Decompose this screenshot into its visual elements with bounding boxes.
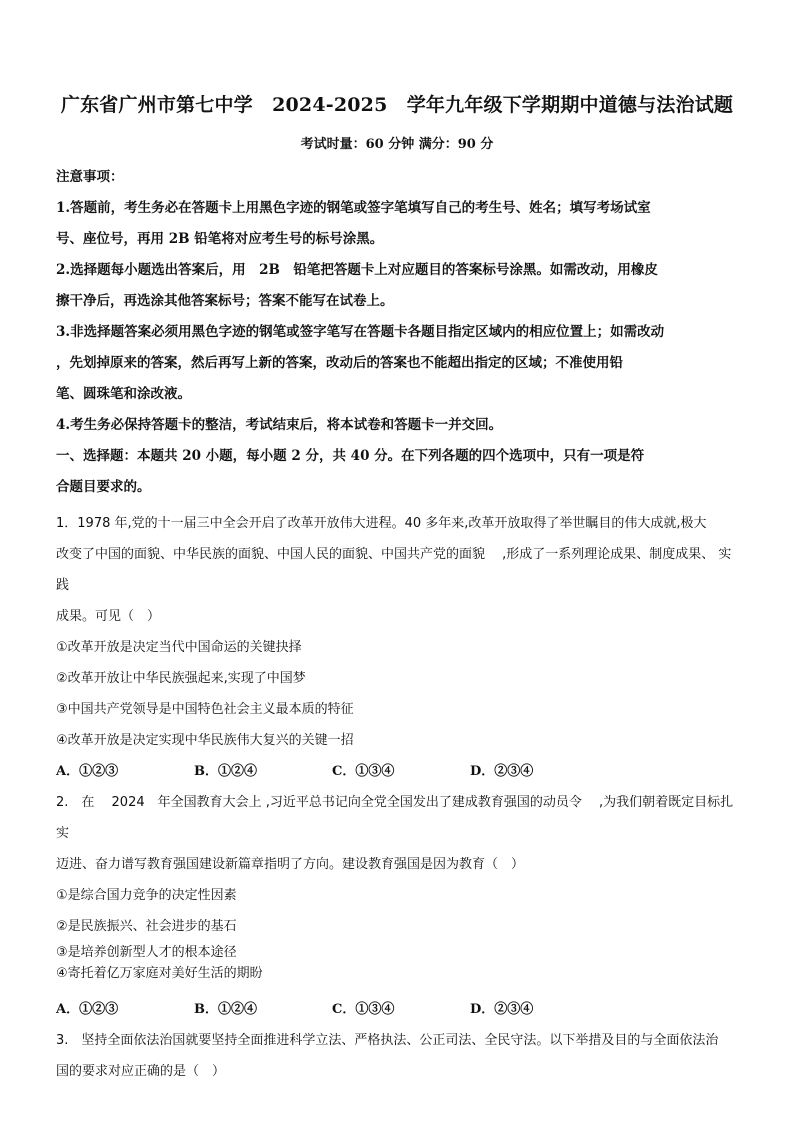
question-1 [56, 508, 738, 787]
question-stem: 1．1978 年,党的十一届三中全会开启了改革开放伟大进程。40 多年来,改革开放取得了举世瞩目的伟大成就,极大 [56, 516, 707, 531]
question-stem: 成果。可见（ ） [56, 609, 161, 624]
notice-line: 擦干净后，再选涂其他答案标号；答案不能写在试卷上。 [56, 293, 394, 309]
statement: ①改革开放是决定当代中国命运的关键抉择 [56, 640, 302, 655]
notice-line: 笔、圆珠笔和涂改液。 [56, 386, 191, 402]
section-heading: 一、选择题：本题共 20 小题，每小题 2 分，共 40 分。在下列各题的四个选项中，只有一项是符 [56, 448, 645, 464]
question-stem: 迈进、奋力谱写教育强国建设新篇章指明了方向。建设教育强国是因为教育（ ） [56, 857, 525, 872]
statement: ③是培养创新型人才的根本途径 [56, 945, 237, 960]
answer-options [56, 994, 738, 1025]
option-c: C．①③④ [332, 1002, 395, 1017]
question-stem: 国的要求对应正确的是（ ） [56, 1064, 226, 1079]
statement: ①是综合国力竞争的决定性因素 [56, 888, 237, 903]
option-b: B．①②④ [194, 764, 257, 779]
statement: ③中国共产党领导是中国特色社会主义最本质的特征 [56, 702, 354, 717]
section-heading: 合题目要求的。 [56, 479, 151, 495]
question-stem: 3. 坚持全面依法治国就要坚持全面推进科学立法、严格执法、公正司法、全民守法。以下举措及目的与全面依法治 [56, 1033, 719, 1048]
statement: ②是民族振兴、社会进步的基石 [56, 919, 237, 934]
question-stem: 改变了中国的面貌、中华民族的面貌、中国人民的面貌、中国共产党的面貌 ,形成了一系列理论成果、制度成果、 实践 [56, 547, 732, 593]
page-title: 广东省广州市第七中学 2024-2025 学年九年级下学期期中道德与法治试题 [60, 94, 734, 116]
option-a: A．①②③ [56, 1002, 119, 1017]
notice-line: 2.选择题每小题选出答案后，用 2B 铅笔把答题卡上对应题目的答案标号涂黑。如需改动，用橡皮 [56, 262, 658, 278]
option-b: B．①②④ [194, 1002, 257, 1017]
notice-line: 4.考生务必保持答题卡的整洁，考试结束后，将本试卷和答题卡一并交回。 [56, 417, 503, 433]
question-3 [56, 1025, 738, 1087]
option-d: D．②③④ [470, 764, 534, 779]
questions [56, 508, 738, 1087]
statement: ④改革开放是决定实现中华民族伟大复兴的关键一招 [56, 733, 354, 748]
question-stem: 2. 在 2024 年全国教育大会上 ,习近平总书记向全党全国发出了建成教育强国的动员令 ,为我们朝着既定目标扎实 [56, 795, 734, 841]
notice-line: 1.答题前，考生务必在答题卡上用黑色字迹的钢笔或签字笔填写自己的考生号、姓名；填写考场试室 [56, 200, 651, 216]
statement: ②改革开放让中华民族强起来,实现了中国梦 [56, 671, 306, 686]
answer-options [56, 756, 738, 787]
statement: ④寄托着亿万家庭对美好生活的期盼 [56, 966, 263, 981]
notice-line: 3.非选择题答案必须用黑色字迹的钢笔或签字笔写在答题卡各题目指定区域内的相应位置上；如需改动 [56, 324, 665, 340]
notice-line: ，先划掉原来的答案，然后再写上新的答案，改动后的答案也不能超出指定的区域；不准使用铅 [56, 355, 623, 371]
question-2 [56, 787, 738, 1025]
notice-heading: 注意事项： [56, 169, 124, 185]
option-c: C．①③④ [332, 764, 395, 779]
option-d: D．②③④ [470, 1002, 534, 1017]
notice-line: 号、座位号，再用 2B 铅笔将对应考生号的标号涂黑。 [56, 231, 384, 247]
exam-info: 考试时量：60 分钟 满分：90 分 [300, 137, 494, 152]
notice-section [56, 162, 738, 503]
option-a: A．①②③ [56, 764, 119, 779]
